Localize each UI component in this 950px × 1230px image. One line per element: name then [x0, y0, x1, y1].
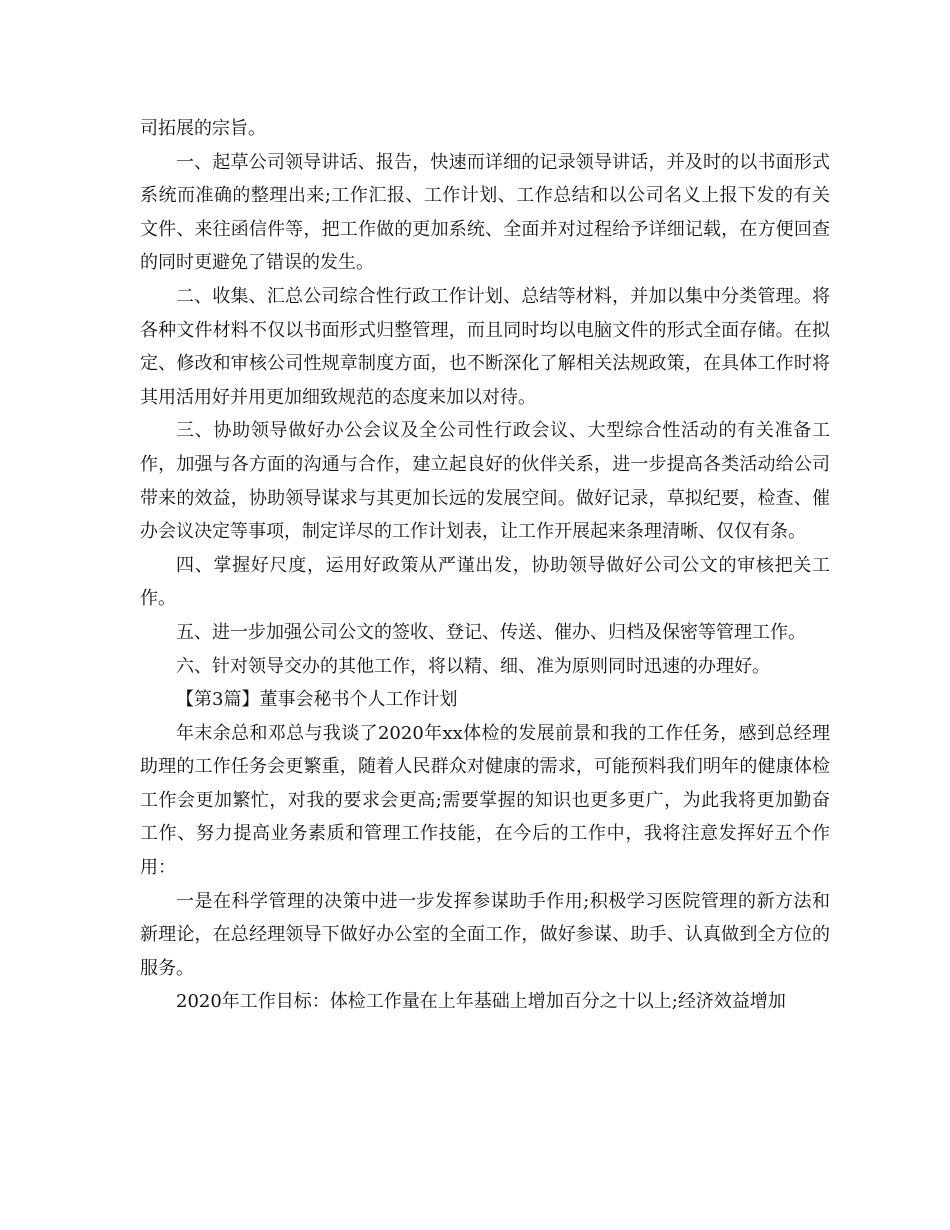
paragraph-5: 四、掌握好尺度，运用好政策从严谨出发，协助领导做好公司公文的审核把关工作。 [140, 554, 830, 610]
paragraph-9: 一是在科学管理的决策中进一步发挥参谋助手作用;积极学习医院管理的新方法和新理论，在总经理领导下做好办公室的全面工作，做好参谋、助手、认真做到全方位的服务。 [140, 890, 830, 979]
paragraph-2: 一、起草公司领导讲话、报告，快速而详细的记录领导讲话，并及时的以书面形式系统而准确的整理出来;工作汇报、工作计划、工作总结和以公司名义上报下发的有关文件、来往函信件等，把工作做的更加系统、全面并对过程给予详细记载，在方便回查的同时更避免了错误的发生。 [140, 151, 830, 274]
document-body [140, 112, 830, 1019]
paragraph-1: 司拓展的宗旨。 [140, 118, 266, 139]
paragraph-8: 年末余总和邓总与我谈了2020年xx体检的发展前景和我的工作任务，感到总经理助理的工作任务会更繁重，随着人民群众对健康的需求，可能预料我们明年的健康体检工作会更加繁忙，对我的要求会更高;需要掌握的知识也更多更广，为此我将更加勤奋工作、努力提高业务素质和管理工作技能，在今后的工作中，我将注意发挥好五个作用： [140, 722, 830, 879]
paragraph-7: 六、针对领导交办的其他工作，将以精、细、准为原则同时迅速的办理好。 [176, 655, 770, 677]
paragraph-6: 五、进一步加强公司公文的签收、登记、传送、催办、归档及保密等管理工作。 [176, 621, 806, 643]
paragraph-10: 2020年工作目标：体检工作量在上年基础上增加百分之十以上;经济效益增加 [176, 991, 786, 1013]
paragraph-3: 二、收集、汇总公司综合性行政工作计划、总结等材料，并加以集中分类管理。将各种文件材料不仅以书面形式归整管理，而且同时均以电脑文件的形式全面存储。在拟定、修改和审核公司性规章制度方面，也不断深化了解相关法规政策，在具体工作时将其用活用好并用更加细致规范的态度来加以对待。 [140, 285, 830, 408]
paragraph-4: 三、协助领导做好办公会议及全公司性行政会议、大型综合性活动的有关准备工作，加强与各方面的沟通与合作，建立起良好的伙伴关系，进一步提高各类活动给公司带来的效益，协助领导谋求与其更加长远的发展空间。做好记录，草拟纪要，检查、催办会议决定等事项，制定详尽的工作计划表，让工作开展起来条理清晰、仅仅有条。 [140, 420, 830, 543]
section-heading: 【第3篇】董事会秘书个人工作计划 [176, 689, 458, 711]
